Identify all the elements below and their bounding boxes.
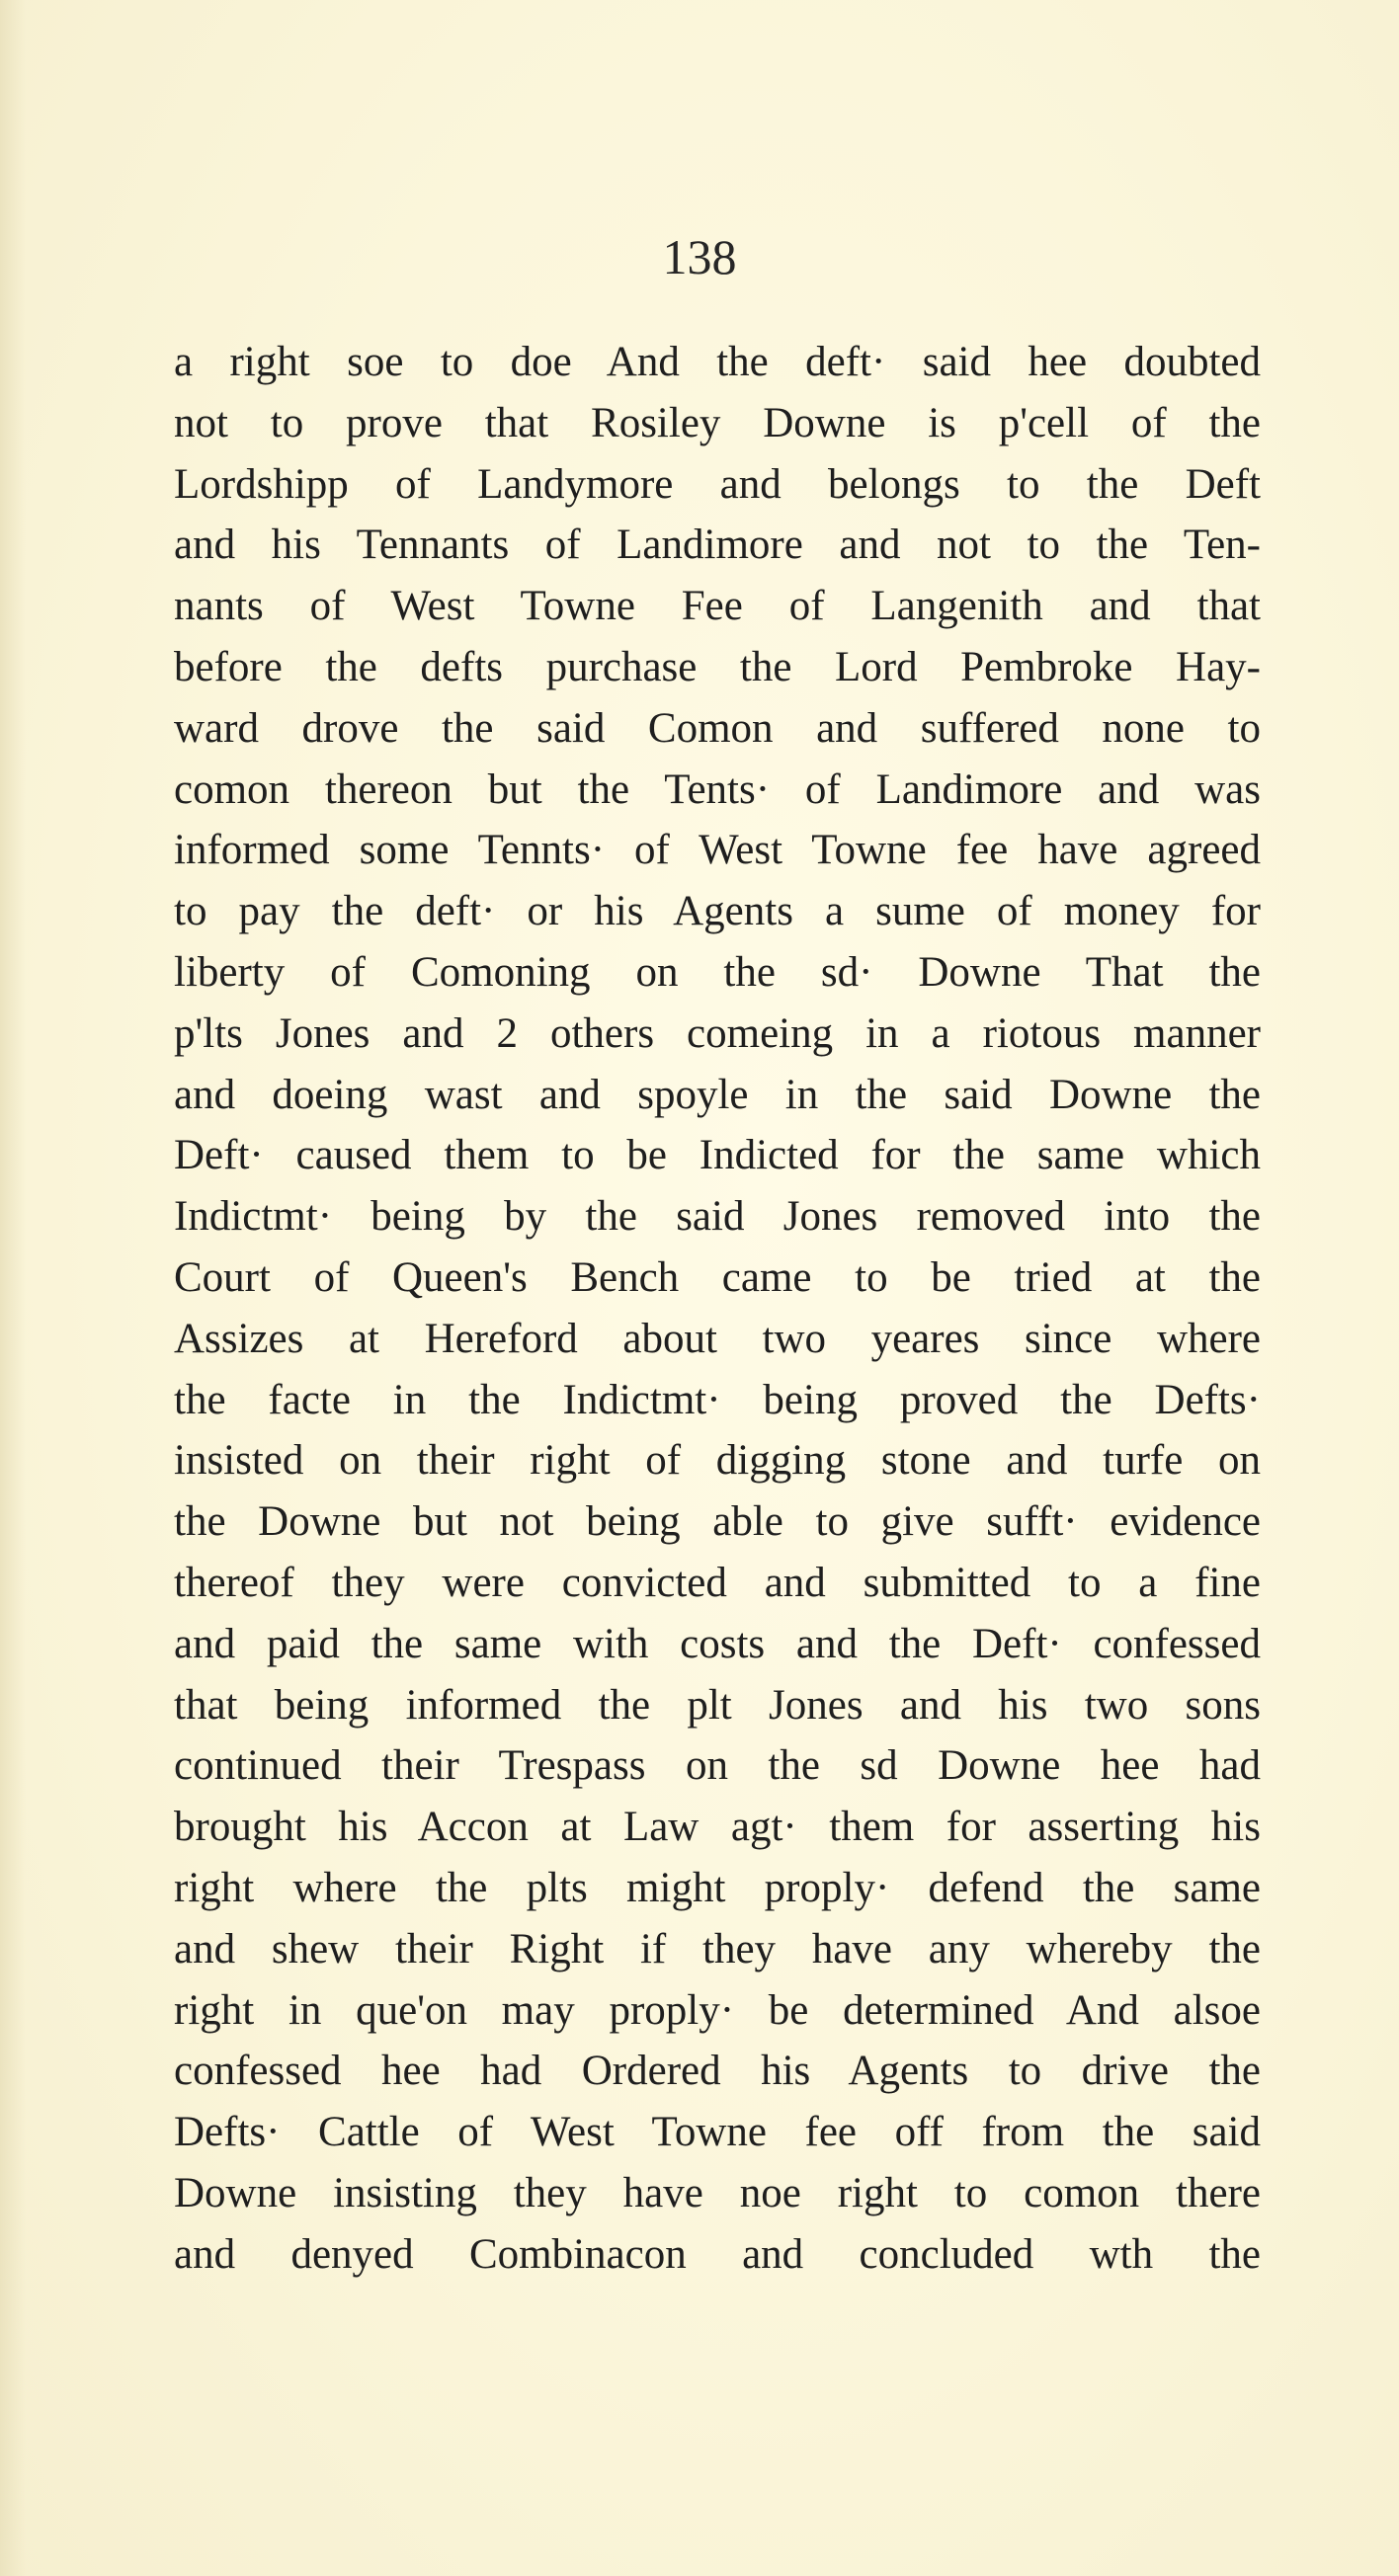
text-line: and paid the same with costs and the Deft· confessed xyxy=(174,1620,1261,1667)
text-line: Downe insisting they have noe right to comon there xyxy=(174,2169,1261,2216)
body-text xyxy=(174,332,1261,2286)
page-number: 138 xyxy=(662,229,737,284)
text-line: liberty of Comoning on the sd· Downe That the xyxy=(174,948,1261,996)
text-line: a right soe to doe And the deft· said hee doubted xyxy=(174,339,1261,385)
text-line: Assizes at Hereford about two yeares since where xyxy=(174,1315,1261,1362)
text-line: Lordshipp of Landymore and belongs to the Deft xyxy=(174,460,1261,508)
text-line: right where the plts might proply· defend the same xyxy=(174,1864,1261,1911)
text-line: comon thereon but the Tents· of Landimore and was xyxy=(174,765,1261,813)
text-line: that being informed the plt Jones and his two sons xyxy=(174,1681,1261,1729)
text-line: and his Tennants of Landimore and not to the Ten- xyxy=(174,522,1261,569)
text-line: brought his Accon at Law agt· them for asserting his xyxy=(174,1804,1261,1851)
text-line: the facte in the Indictmt· being proved the Defts· xyxy=(174,1376,1261,1423)
text-line: right in que'on may proply· be determined And alsoe xyxy=(174,1986,1261,2034)
text-line: continued their Trespass on the sd Downe hee had xyxy=(174,1742,1261,1790)
text-line: before the defts purchase the Lord Pembroke Hay- xyxy=(174,643,1261,690)
text-line: and doeing wast and spoyle in the said Downe the xyxy=(174,1071,1261,1118)
text-line: and denyed Combinacon and concluded wth the xyxy=(174,2230,1261,2278)
text-line: ward drove the said Comon and suffered none to xyxy=(174,704,1261,752)
text-line: Deft· caused them to be Indicted for the same which xyxy=(174,1132,1261,1179)
text-line: not to prove that Rosiley Downe is p'cell of the xyxy=(174,399,1261,446)
text-line: insisted on their right of digging stone and turfe on xyxy=(174,1437,1261,1485)
text-line: p'lts Jones and 2 others comeing in a riotous manner xyxy=(174,1009,1261,1057)
text-line: the Downe but not being able to give sufft· evidence xyxy=(174,1498,1261,1546)
text-line: to pay the deft· or his Agents a sume of money for xyxy=(174,888,1261,935)
text-line: confessed hee had Ordered his Agents to drive the xyxy=(174,2048,1261,2095)
text-line: informed some Tennts· of West Towne fee have agreed xyxy=(174,827,1261,874)
text-line: Court of Queen's Bench came to be tried at the xyxy=(174,1253,1261,1301)
text-line: Indictmt· being by the said Jones removed into the xyxy=(174,1193,1261,1241)
text-line: Defts· Cattle of West Towne fee off from the said xyxy=(174,2109,1261,2156)
text-line: and shew their Right if they have any whereby the xyxy=(174,1925,1261,1972)
binding-shadow xyxy=(0,0,26,2576)
text-line: nants of West Towne Fee of Langenith and that xyxy=(174,583,1261,630)
text-line: thereof they were convicted and submitted to a fine xyxy=(174,1559,1261,1606)
